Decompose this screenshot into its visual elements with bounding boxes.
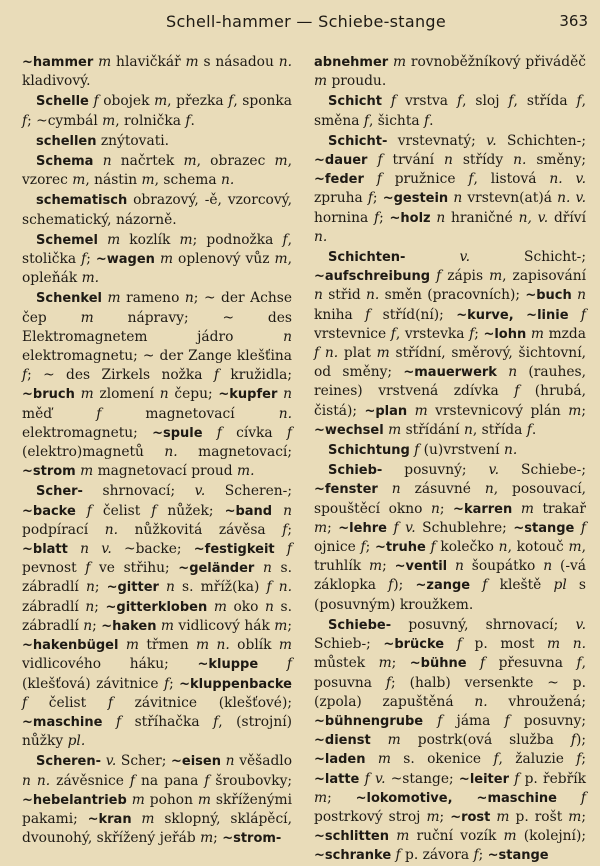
- dictionary-entry: Schiebe- posuvný, shrnovací; v. Schieb-; ~brücke f p. most m n. můstek m; ~bühne f přesuvna f, posuvna f; (halb) versenkte ~ p. (zpola) zapuštěná n. vhroužená; ~bühnengrube f jáma f posuvny; ~dienst m postrk(ová služba f); ~laden m s. okenice f, žaluzie f; ~latte f v. ~stange; ~leiter f p. řebřík m; ~lokomotive, ~maschine f postrkový stroj m; ~rost m p. rošt m; ~schlitten m ruční vozík m (kolejní); ~schranke f p. závora f; ~stange: [314, 616, 587, 864]
- dictionary-entry: Scher- shrnovací; v. Scheren-; ~backe f čelist f nůžek; ~band n podpírací n. nůžkovitá závěsa f; ~blatt n v. ~backe; ~festigkeit f pevnost f ve střihu; ~geländer n s. zábradlí n; ~gitter n s. mříž(ka) f n. zábradlí n; ~gitterkloben m oko n s. zábradlí n; ~haken m vidlicový hák m; ~hakenbügel m třmen m n. oblík m vidlicového háku; ~kluppe f (klešťová) závitnice f; ~kluppenbacke f čelist f závitnice (klešťové); ~maschine f stříhačka f, (strojní) nůžky pl.: [22, 483, 293, 750]
- dictionary-entry: Scheren- v. Scher; ~eisen n věšadlo n n. závěsnice f na pana f šroubovky; ~hebelantrieb m pohon m skříženými pakami; ~kran m sklopný, sklápěcí, dvounohý, skřížený jeřáb m; ~strom-: [22, 753, 293, 847]
- dictionary-entry: Schema n načrtek m, obrazec m, vzorec m, nástin m, schema n.: [22, 153, 292, 189]
- dictionary-entry: Schenkel m rameno n; ~ der Achse čep m nápravy; ~ des Elektromagnetem jádro n elektromagnetu; ~ der Zange klešťina f; ~ des Zirkels nožka f kružidla; ~bruch m zlomení n čepu; ~kupfer n měď f magnetovací n. elektromagnetu; ~spule f cívka f (elektro)magnetů n. magnetovací; ~strom m magnetovací proud m.: [22, 290, 293, 480]
- dictionary-entry: abnehmer m rovnoběžníkový přiváděč m proudu.: [314, 54, 586, 90]
- dictionary-entry: schematisch obrazový, -ě, vzorcový, schematický, názorně.: [22, 192, 292, 228]
- dictionary-entry: Schelle f obojek m, přezka f, sponka f; ~cymbál m, rolnička f.: [22, 93, 292, 129]
- header-title: Schell-hammer — Schiebe-stange: [166, 12, 447, 31]
- dictionary-entry: Schieb- posuvný; v. Schiebe-; ~fenster n zásuvné n, posouvací, spouštěcí okno n; ~karren m trakař m; ~lehre f v. Schublehre; ~stange f ojnice f; ~truhe f kolečko n, kotouč m, truhlík m; ~ventil n šoupátko n (-vá záklopka f); ~zange f kleště pl s (posuvným) kroužkem.: [314, 462, 587, 613]
- left-column: [22, 53, 292, 848]
- dictionary-entry: Schicht f vrstva f, sloj f, střída f, směna f, šichta f.: [314, 93, 586, 129]
- dictionary-entry: Schichtung f (u)vrstvení n.: [328, 442, 518, 459]
- dictionary-entry: ~hammer m hlavičkář m s násadou n. kladivový.: [22, 54, 292, 90]
- dictionary-entry: Schicht- vrstevnatý; v. Schichten-; ~dauer f trvání n střídy n. směny; ~feder f pružnice f, listová n. v. zpruha f; ~gestein n vrstevn(at)á n. v. hornina f; ~holz n hraničné n, v. dříví n.: [314, 132, 587, 245]
- dictionary-entry: schellen znýtovati.: [36, 132, 170, 149]
- dictionary-entry: Schemel m kozlík m; podnožka f, stolička f; ~wagen m oplenový vůz m, opleňák m.: [22, 231, 292, 287]
- page-number: 363: [559, 12, 588, 30]
- dictionary-entry: Schichten- v. Schicht-; ~aufschreibung f zápis m, zapisování n střid n. směn (pracovních); ~buch n kniha f stříd(ní); ~kurve, ~linie f vrstevnice f, vrstevka f; ~lohn m mzda f n. plat m střídní, směrový, šichtovní, od směny; ~mauerwerk n (rauhes, reines) vrstvená zdívka f (hrubá, čistá); ~plan m vrstevnicový plán m; ~wechsel m střídání n, střída f.: [314, 249, 587, 438]
- right-column: [314, 53, 587, 864]
- running-header: [0, 10, 600, 36]
